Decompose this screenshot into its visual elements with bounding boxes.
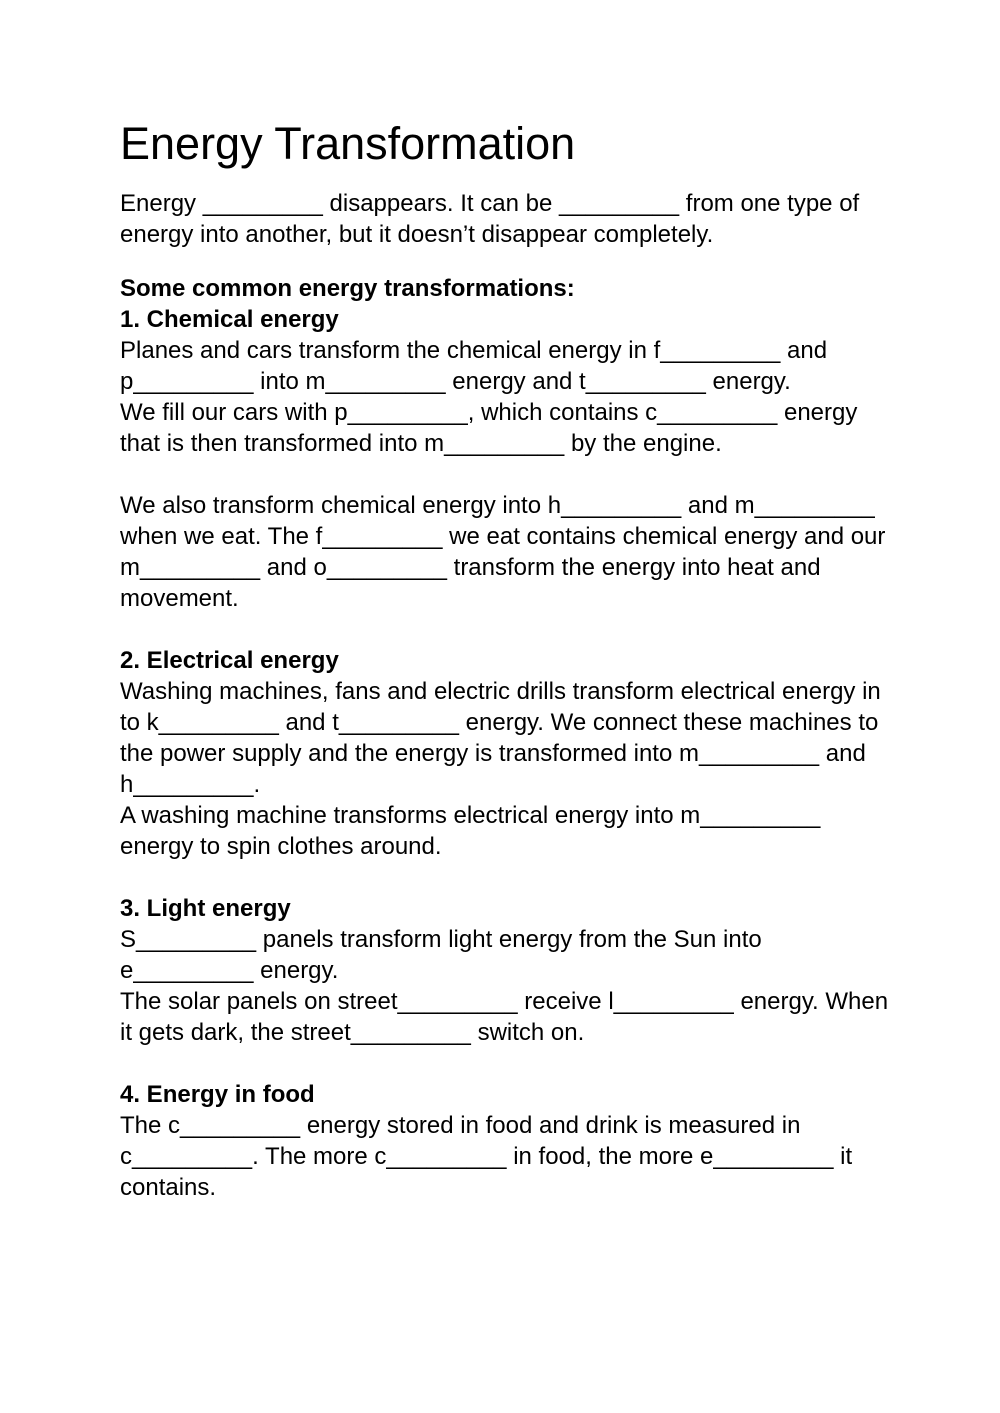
text-line: Energy _________ disappears. It can be _________ from one type of	[120, 190, 860, 217]
text-line: We fill our cars with p_________, which contains c_________ energy	[120, 399, 858, 426]
paragraph	[120, 490, 886, 614]
text-line: A washing machine transforms electrical energy into m_________	[120, 802, 821, 829]
section-heading: 2. Electrical energy	[120, 647, 339, 674]
text-line: e_________ energy.	[120, 957, 339, 984]
section-light-energy	[120, 893, 889, 1048]
text-line: energy to spin clothes around.	[120, 833, 442, 860]
text-line: when we eat. The f_________ we eat contains chemical energy and our	[120, 523, 886, 550]
text-line: it gets dark, the street_________ switch on.	[120, 1019, 585, 1046]
text-line: energy into another, but it doesn’t disappear completely.	[120, 221, 714, 248]
text-line: movement.	[120, 585, 239, 612]
section-chemical-energy	[120, 304, 886, 614]
text-line: The c_________ energy stored in food and drink is measured in	[120, 1112, 801, 1139]
text-line: to k_________ and t_________ energy. We connect these machines to	[120, 709, 879, 736]
text-line: Planes and cars transform the chemical energy in f_________ and	[120, 337, 828, 364]
text-line: contains.	[120, 1174, 217, 1201]
text-line: h_________.	[120, 771, 261, 798]
text-line: the power supply and the energy is transformed into m_________ and	[120, 740, 866, 767]
text-line: S_________ panels transform light energy from the Sun into	[120, 926, 762, 953]
paragraph	[120, 924, 889, 1048]
intro-paragraph	[120, 188, 860, 250]
text-line: c_________. The more c_________ in food, the more e_________ it	[120, 1143, 853, 1170]
list-heading: Some common energy transformations:	[120, 275, 575, 302]
text-line: that is then transformed into m_________ by the engine.	[120, 430, 722, 457]
text-line: The solar panels on street_________ receive l_________ energy. When	[120, 988, 889, 1015]
page-title: Energy Transformation	[120, 118, 576, 169]
section-heading: 4. Energy in food	[120, 1081, 315, 1108]
section-heading: 1. Chemical energy	[120, 306, 339, 333]
text-line: We also transform chemical energy into h_________ and m_________	[120, 492, 875, 519]
section-electrical-energy	[120, 645, 881, 862]
section-energy-in-food	[120, 1079, 853, 1203]
paragraph	[120, 335, 858, 459]
text-line: m_________ and o_________ transform the energy into heat and	[120, 554, 821, 581]
text-line: Washing machines, fans and electric drills transform electrical energy in	[120, 678, 881, 705]
paragraph	[120, 676, 881, 862]
section-heading: 3. Light energy	[120, 895, 291, 922]
paragraph	[120, 1110, 853, 1203]
text-line: p_________ into m_________ energy and t_________ energy.	[120, 368, 791, 395]
